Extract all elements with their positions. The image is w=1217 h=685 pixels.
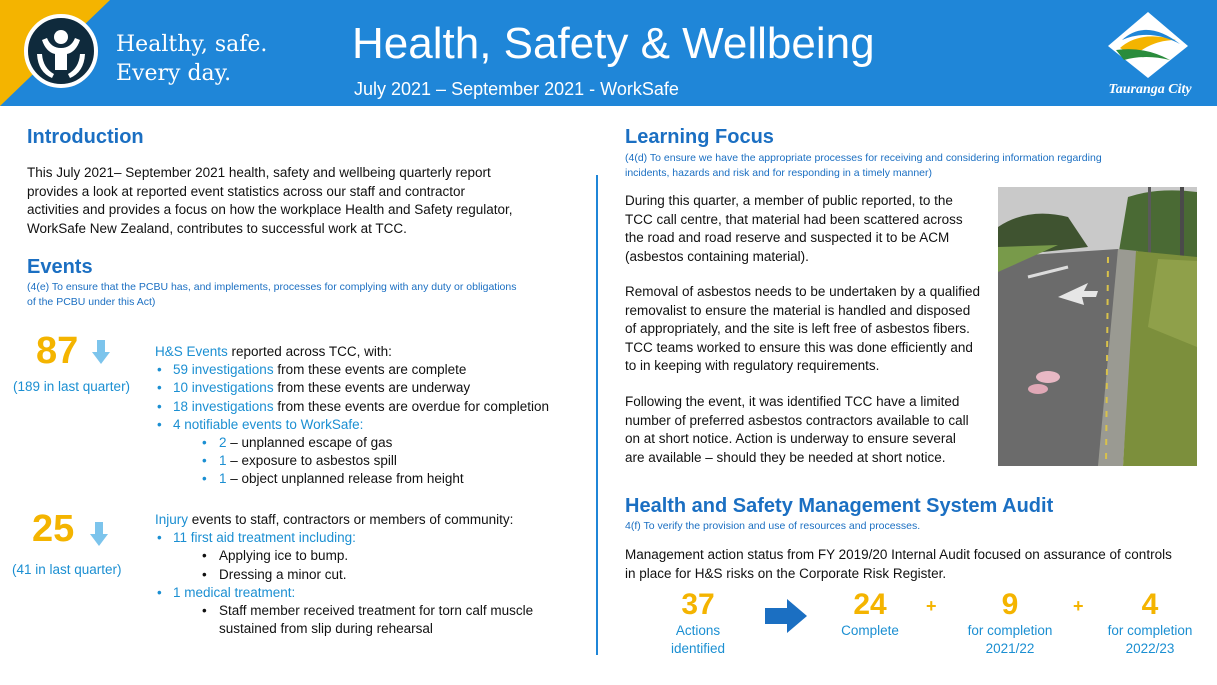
road-photo	[998, 187, 1197, 466]
learning-focus-heading: Learning Focus	[625, 126, 774, 148]
introduction-text	[27, 164, 513, 238]
learning-paragraph-2: Removal of asbestos needs to be undertaken by a qualified removalist to ensure the material is handled and disposed of appropriately, and the site is left free of asbestos fibers. TCC teams worked to ensure this was done efficiently and to in keeping with regulatory requirements.	[625, 284, 980, 373]
sub-list-item: • 2 – unplanned escape of gas	[155, 434, 549, 452]
stat-label: 2022/23	[1125, 641, 1175, 656]
hs-events-list	[155, 343, 549, 489]
tauranga-city-logo-icon	[1100, 10, 1196, 80]
stat-completion-2021-22	[950, 588, 1070, 658]
list-item: • 11 first aid treatment including:	[155, 529, 533, 547]
list-item: • 1 medical treatment:	[155, 584, 533, 602]
intro-line: WorkSafe New Zealand, contributes to successful work at TCC.	[27, 220, 407, 236]
learning-note-line-1: (4(d) To ensure we have the appropriate processes for receiving and considering information regarding	[625, 152, 1102, 164]
introduction-heading: Introduction	[27, 126, 144, 148]
down-arrow-icon	[90, 522, 108, 546]
tagline	[116, 30, 267, 88]
intro-line: activities and provides a focus on how the workplace Health and Safety regulator,	[27, 202, 513, 217]
stat-value: 9	[1001, 588, 1019, 621]
hs-events-count: 87	[36, 330, 79, 372]
stat-value: 24	[853, 588, 887, 621]
events-heading: Events	[27, 256, 93, 278]
page-header	[0, 0, 1217, 106]
stat-label: Complete	[841, 623, 899, 638]
audit-heading: Health and Safety Management System Audit	[625, 495, 1054, 517]
list-item: • 4 notifiable events to WorkSafe:	[155, 416, 549, 434]
stat-actions-identified	[648, 588, 748, 658]
list-item: • 10 investigations from these events are underway	[155, 379, 549, 397]
person-arms-up-icon	[28, 18, 94, 84]
list-item: • 18 investigations from these events are overdue for completion	[155, 398, 549, 416]
stat-label: Actions	[675, 623, 721, 638]
plus-sign: +	[926, 596, 937, 616]
learning-focus-note	[625, 151, 1102, 181]
stat-completion-2022-23	[1088, 588, 1212, 658]
sub-list-item: • 1 – exposure to asbestos spill	[155, 452, 549, 470]
sub-list-item: • Staff member received treatment for torn calf muscle	[155, 602, 533, 620]
events-note	[27, 280, 516, 310]
page-title: Health, Safety & Wellbeing	[352, 19, 875, 68]
learning-paragraph-1: During this quarter, a member of public reported, to the TCC call centre, that material had been scattered across the road and road reserve and suspected it to be ACM (asbestos containing material).	[625, 193, 963, 264]
sub-list-item: • Dressing a minor cut.	[155, 566, 533, 584]
brand-name: Tauranga City	[1108, 82, 1192, 97]
plus-sign: +	[1073, 596, 1084, 616]
sub-list-item: • Applying ice to bump.	[155, 547, 533, 565]
events-note-line-2: of the PCBU under this Act)	[27, 296, 156, 308]
injury-events-count: 25	[32, 508, 75, 550]
road-photo-image	[998, 187, 1197, 466]
learning-paragraph-3: Following the event, it was identified TCC have a limited number of preferred asbestos contractors available to call on at short notice. Action is underway to ensure several are available – should they be needed at short notice.	[625, 394, 969, 465]
stat-label: 2021/22	[985, 641, 1035, 656]
right-arrow-icon	[765, 599, 807, 633]
injury-events-last-quarter: (41 in last quarter)	[12, 562, 122, 577]
list-item: • 59 investigations from these events are complete	[155, 361, 549, 379]
stat-label: for completion	[1107, 623, 1193, 638]
audit-note: 4(f) To verify the provision and use of resources and processes.	[625, 520, 921, 532]
wellbeing-logo-badge	[24, 14, 98, 88]
hs-events-intro: H&S Events reported across TCC, with:	[155, 344, 392, 359]
stat-value: 4	[1141, 588, 1159, 621]
intro-line: This July 2021– September 2021 health, safety and wellbeing quarterly report	[27, 165, 491, 180]
injury-intro: Injury events to staff, contractors or members of community:	[155, 512, 514, 527]
page-subtitle: July 2021 – September 2021 - WorkSafe	[354, 79, 679, 99]
intro-line: provides a look at reported event statistics across our staff and contractor	[27, 183, 465, 199]
learning-note-line-2: incidents, hazards and risk and for responding in a timely manner)	[625, 167, 932, 179]
tagline-line-2: Every day.	[116, 61, 232, 86]
stat-label: identified	[670, 641, 726, 656]
hs-events-last-quarter: (189 in last quarter)	[13, 379, 131, 394]
events-note-line-1: (4(e) To ensure that the PCBU has, and implements, processes for complying with any duty or obligations	[27, 281, 517, 293]
tagline-line-1: Healthy, safe.	[116, 32, 268, 57]
stat-complete	[820, 588, 920, 640]
stat-value: 37	[681, 588, 715, 621]
sub-list-item: • 1 – object unplanned release from height	[155, 470, 549, 488]
sub-list-item-continuation: sustained from slip during rehearsal	[219, 621, 433, 637]
stat-label: for completion	[967, 623, 1053, 638]
down-arrow-icon	[92, 340, 110, 364]
audit-text: Management action status from FY 2019/20 Internal Audit focused on assurance of controls in place for H&S risks on the Corporate Risk Register.	[625, 547, 1172, 581]
column-divider	[596, 175, 598, 655]
injury-events-list	[155, 511, 533, 638]
